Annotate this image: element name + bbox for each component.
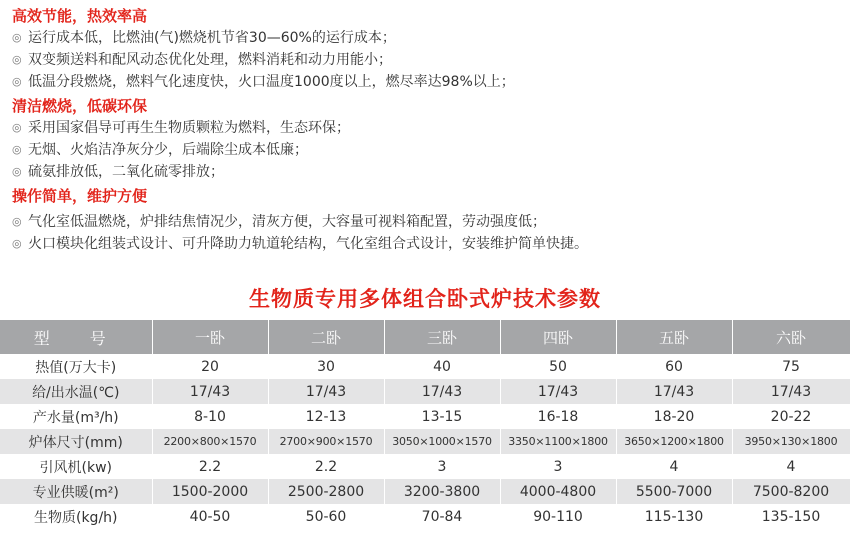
circle-bullet-icon: ◎ <box>12 53 22 66</box>
table-cell: 90-110 <box>500 504 616 529</box>
list-item-text: 气化室低温燃烧，炉排结焦情况少，清灰方便，大容量可视料箱配置，劳动强度低； <box>28 214 546 230</box>
circle-bullet-icon: ◎ <box>12 143 22 156</box>
row-label: 引风机(kw) <box>0 454 152 479</box>
section-title: 操作简单，维护方便 <box>12 187 148 205</box>
header-cell: 二卧 <box>268 320 384 354</box>
section-title: 清洁燃烧，低碳环保 <box>12 97 148 115</box>
row-label: 生物质(kg/h) <box>0 504 152 529</box>
table-row <box>0 379 850 404</box>
table-row <box>0 454 850 479</box>
table-cell: 17/43 <box>500 379 616 404</box>
table-cell: 1500-2000 <box>152 479 268 504</box>
row-label: 热值(万大卡) <box>0 354 152 379</box>
list-item <box>12 49 842 71</box>
list-item-text: 无烟、火焰洁净灰分少，后端除尘成本低廉； <box>28 142 308 158</box>
table-cell: 4000-4800 <box>500 479 616 504</box>
table-cell: 2.2 <box>152 454 268 479</box>
list-item <box>12 71 842 93</box>
circle-bullet-icon: ◎ <box>12 215 22 228</box>
section-title: 高效节能，热效率高 <box>12 7 148 25</box>
table-row <box>0 504 850 529</box>
table-cell: 4 <box>616 454 732 479</box>
list-item-text: 双变频送料和配风动态优化处理，燃料消耗和动力用能小； <box>28 52 392 68</box>
circle-bullet-icon: ◎ <box>12 121 22 134</box>
list-item <box>12 161 842 183</box>
table-cell: 75 <box>732 354 850 379</box>
header-cell: 六卧 <box>732 320 850 354</box>
table-cell: 2500-2800 <box>268 479 384 504</box>
table-cell: 50-60 <box>268 504 384 529</box>
table-cell: 5500-7000 <box>616 479 732 504</box>
section-easy-operation <box>12 185 842 255</box>
header-cell: 四卧 <box>500 320 616 354</box>
table-cell: 17/43 <box>732 379 850 404</box>
table-row <box>0 429 850 454</box>
table-row <box>0 479 850 504</box>
table-cell: 2.2 <box>268 454 384 479</box>
table-cell: 2200×800×1570 <box>152 429 268 454</box>
table-cell: 12-13 <box>268 404 384 429</box>
table-cell: 17/43 <box>268 379 384 404</box>
table-cell: 30 <box>268 354 384 379</box>
table-cell: 60 <box>616 354 732 379</box>
list-item-text: 火口模块化组装式设计、可升降助力轨道轮结构，气化室组合式设计，安装维护简单快捷。 <box>28 236 588 252</box>
table-cell: 18-20 <box>616 404 732 429</box>
circle-bullet-icon: ◎ <box>12 165 22 178</box>
table-cell: 17/43 <box>384 379 500 404</box>
table-cell: 70-84 <box>384 504 500 529</box>
table-row <box>0 404 850 429</box>
row-label: 给/出水温(℃) <box>0 379 152 404</box>
table-cell: 16-18 <box>500 404 616 429</box>
table-cell: 3650×1200×1800 <box>616 429 732 454</box>
list-item <box>12 27 842 49</box>
list-item <box>12 139 842 161</box>
row-label: 炉体尺寸(mm) <box>0 429 152 454</box>
list-item-text: 采用国家倡导可再生生物质颗粒为燃料，生态环保； <box>28 120 350 136</box>
circle-bullet-icon: ◎ <box>12 237 22 250</box>
header-cell: 五卧 <box>616 320 732 354</box>
table-cell: 3 <box>384 454 500 479</box>
table-cell: 13-15 <box>384 404 500 429</box>
table-cell: 4 <box>732 454 850 479</box>
table-cell: 3200-3800 <box>384 479 500 504</box>
table-cell: 3 <box>500 454 616 479</box>
circle-bullet-icon: ◎ <box>12 75 22 88</box>
table-cell: 20 <box>152 354 268 379</box>
table-cell: 17/43 <box>152 379 268 404</box>
circle-bullet-icon: ◎ <box>12 31 22 44</box>
list-item-text: 硫氨排放低，二氧化硫零排放； <box>28 164 224 180</box>
table-cell: 3350×1100×1800 <box>500 429 616 454</box>
section-energy-saving <box>12 5 842 93</box>
list-item <box>12 233 842 255</box>
list-item-text: 低温分段燃烧，燃料气化速度快，火口温度1000度以上，燃尽率达98%以上； <box>28 74 515 90</box>
table-cell: 20-22 <box>732 404 850 429</box>
table-row <box>0 354 850 379</box>
header-cell: 型 号 <box>0 320 152 354</box>
row-label: 产水量(m³/h) <box>0 404 152 429</box>
spec-table <box>0 320 850 529</box>
table-cell: 135-150 <box>732 504 850 529</box>
table-cell: 40-50 <box>152 504 268 529</box>
features-section <box>12 4 842 257</box>
table-cell: 3950×130×1800 <box>732 429 850 454</box>
table-cell: 7500-8200 <box>732 479 850 504</box>
table-cell: 40 <box>384 354 500 379</box>
table-cell: 50 <box>500 354 616 379</box>
header-cell: 三卧 <box>384 320 500 354</box>
table-cell: 17/43 <box>616 379 732 404</box>
table-cell: 2700×900×1570 <box>268 429 384 454</box>
table-header-row <box>0 320 850 354</box>
table-title: 生物质专用多体组合卧式炉技术参数 <box>249 287 601 311</box>
section-clean-burning <box>12 95 842 183</box>
list-item <box>12 117 842 139</box>
table-cell: 115-130 <box>616 504 732 529</box>
table-cell: 3050×1000×1570 <box>384 429 500 454</box>
list-item-text: 运行成本低，比燃油(气)燃烧机节省30—60%的运行成本； <box>28 30 396 46</box>
table-cell: 8-10 <box>152 404 268 429</box>
header-cell: 一卧 <box>152 320 268 354</box>
list-item <box>12 211 842 233</box>
row-label: 专业供暖(m²) <box>0 479 152 504</box>
